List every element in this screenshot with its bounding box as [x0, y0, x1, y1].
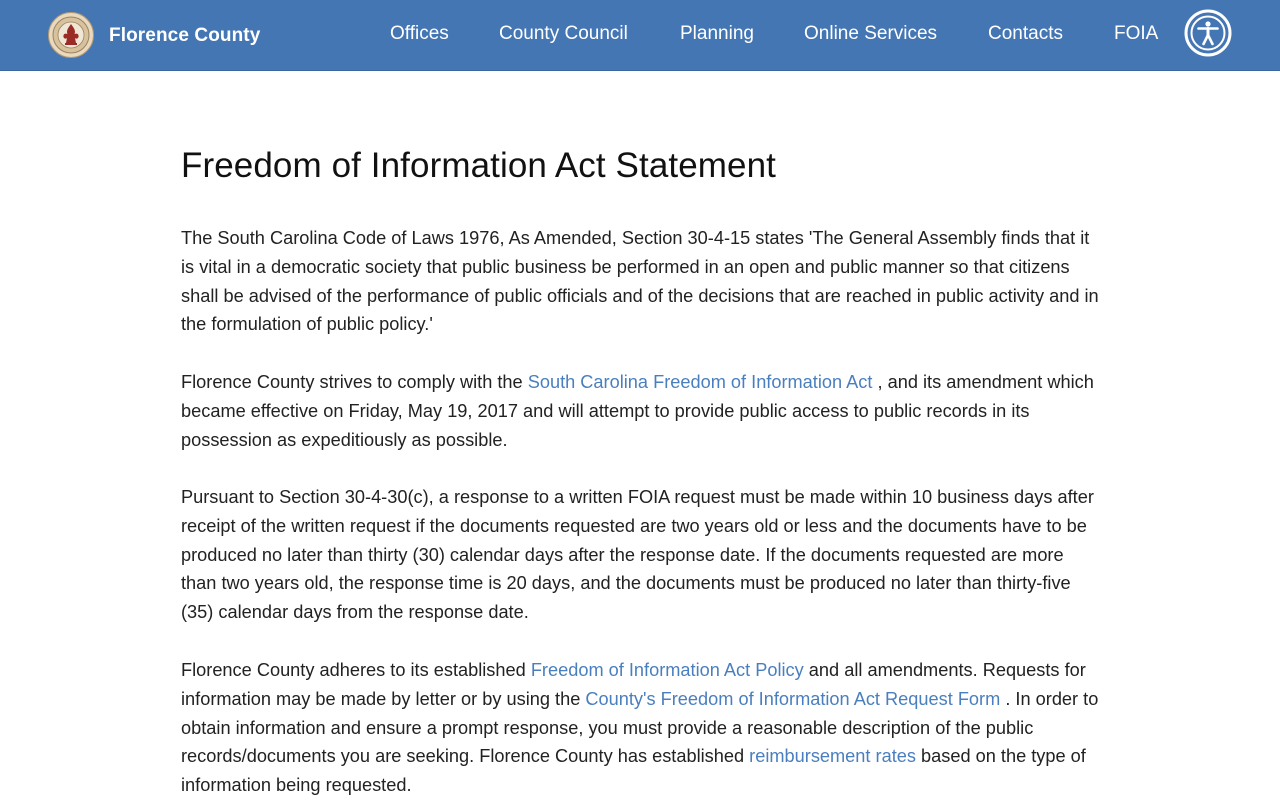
paragraph-response-times: Pursuant to Section 30-4-30(c), a response to a written FOIA request must be made within 10 business days after receipt of the written request if the documents requested are two years old or less and the documents have to be produced no later than thirty (30) calendar days after the response date. If the documents requested are more than two years old, the response time is 20 days, and the documents must be produced no later than thirty-five (35) calendar days from the response date. [181, 487, 1094, 623]
nav-online-services[interactable]: Online Services [804, 23, 938, 44]
sc-foia-link[interactable]: South Carolina Freedom of Information Act [527, 372, 873, 392]
site-header [0, 0, 1280, 71]
paragraph-text: based on the type of information being requested. [181, 746, 1086, 796]
paragraph-text: , and its amendment which became effective on Friday, May 19, 2017 and will attempt to provide public access to public records in its possession as expeditiously as possible. [181, 372, 1094, 450]
accessibility-icon[interactable] [1184, 9, 1232, 57]
site-name-link[interactable]: Florence County [109, 25, 261, 46]
paragraph-requests [181, 656, 1101, 800]
reimbursement-rates-link[interactable]: reimbursement rates [749, 746, 916, 767]
paragraph-statute: The South Carolina Code of Laws 1976, As Amended, Section 30-4-15 states 'The General Assembly finds that it is vital in a democratic society that public business be performed in an open and public manner so that citizens shall be advised of the performance of public officials and of the decisions that are reached in public activity and in the formulation of public policy.' [181, 228, 1099, 335]
page-title: Freedom of Information Act Statement [181, 146, 776, 185]
foia-request-form-link[interactable]: County's Freedom of Information Act Request Form [585, 688, 1001, 709]
nav-offices[interactable]: Offices [390, 23, 449, 44]
paragraph-text: Florence County adheres to its established [181, 660, 531, 680]
foia-policy-link[interactable]: Freedom of Information Act Policy [530, 660, 804, 680]
nav-foia[interactable]: FOIA [1114, 23, 1159, 44]
nav-county-council[interactable]: County Council [499, 23, 628, 44]
nav-planning[interactable]: Planning [680, 23, 754, 44]
paragraph-text: Florence County strives to comply with the [181, 372, 528, 392]
paragraph-text: . In order to obtain information and ensure a prompt response, you must provide a reasonable description of the public records/documents you are seeking. Florence County has established [181, 688, 1099, 767]
main-nav [0, 0, 1280, 70]
nav-contacts[interactable]: Contacts [988, 23, 1063, 44]
paragraph-text: and all amendments. Requests for information may be made by letter or by using the [181, 660, 1086, 709]
main-content [181, 138, 1101, 796]
paragraph-compliance [181, 368, 1101, 454]
